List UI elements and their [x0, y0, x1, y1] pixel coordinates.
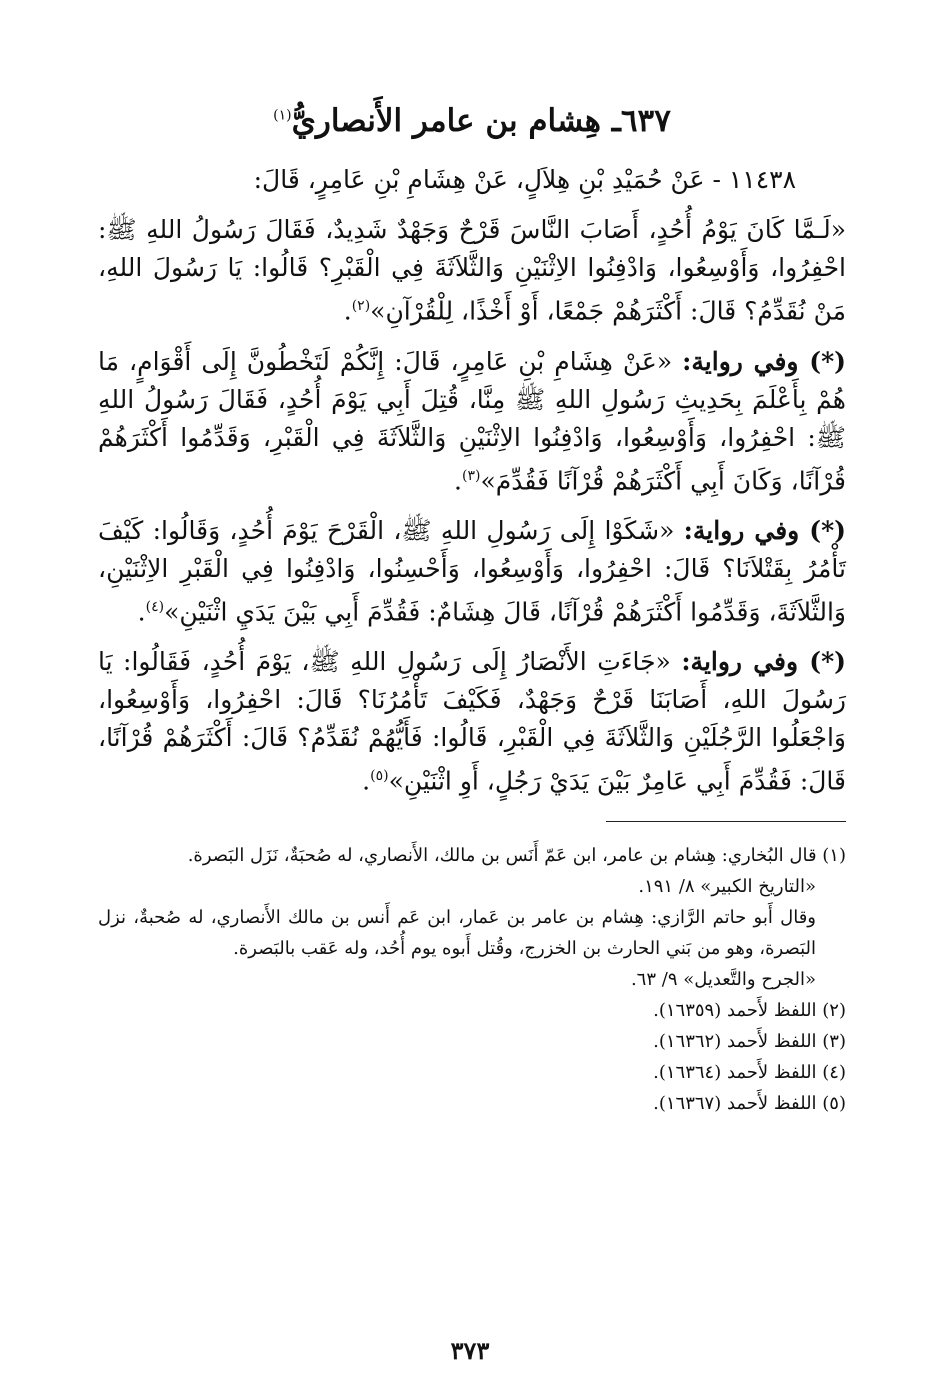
footnote-3: (٣) اللفظ لأَحمد (١٦٣٦٢).	[653, 1030, 846, 1052]
footnote-1: (١) قال البُخاري: هِشام بن عامر، ابن عَمّ أَنَس بن مالك، الأَنصاري، له صُحبَةٌ، نَزَل البَصرة.	[187, 844, 846, 866]
riwaya-2: (*) وفي رواية: «شَكَوْا إِلَى رَسُولِ اللهِ ﷺ، الْقَرْحَ يَوْمَ أُحُدٍ، وَقَالُوا: كَيْفَ تَأْمُرُ بِقَتْلاَنَا؟ قَالَ: احْفِرُوا، وَأَوْسِعُوا، وَأَحْسِنُوا، وَادْفِنُوا فِي الْقَبْرِ الاِثْنَيْنِ، وَالثَّلاَثَةَ، وَقَدِّمُوا أَكْثَرَهُمْ قُرْآنًا، قَالَ هِشَامٌ: فَقُدِّمَ أَبِي بَيْنَ يَدَيِ اثْنَيْنِ»$^{(٤)}$.	[98, 516, 846, 627]
chapter-title	[98, 100, 846, 143]
main-text	[98, 161, 846, 800]
footnote-4: (٤) اللفظ لأَحمد (١٦٣٦٤).	[653, 1061, 846, 1083]
riwaya-marker: (*) وفي رواية:	[681, 647, 846, 677]
footnote-1-source-2: «الجرح والتَّعديل» ٩/ ٦٣.	[630, 968, 816, 990]
riwaya-3: (*) وفي رواية: «جَاءَتِ الأَنْصَارُ إِلَى رَسُولِ اللهِ ﷺ، يَوْمَ أُحُدٍ، فَقَالُوا: يَا رَسُولَ اللهِ، أَصَابَنَا قَرْحٌ وَجَهْدٌ، فَكَيْفَ تَأْمُرُنَا؟ قَالَ: احْفِرُوا، وَأَوْسِعُوا، وَاجْعَلُوا الرَّجُلَيْنِ وَالثَّلاَثَةَ فِي الْقَبْرِ، قَالُوا: فَأَيُّهُمْ نُقَدِّمُ؟ قَالَ: أَكْثَرَهُمْ قُرْآنًا، قَالَ: فَقُدِّمَ أَبِي عَامِرٌ بَيْنَ يَدَيْ رَجُلٍ، أَوِ اثْنَيْنِ»$^{(٥)}$.	[98, 647, 846, 796]
footnote-ref-3: (٣)	[462, 467, 481, 484]
hadith-intro: ١١٤٣٨ - عَنْ حُمَيْدِ بْنِ هِلاَلٍ، عَنْ هِشَامِ بْنِ عَامِرٍ، قَالَ:	[253, 165, 796, 195]
riwaya-text: «عَنْ هِشَامِ بْنِ عَامِرٍ، قَالَ: إِنَّكُمْ لَتَخْطُونَّ إِلَى أَقْوَامٍ، مَا هُمْ بِأَعْلَمَ بِحَدِيثِ رَسُولِ اللهِ ﷺ مِنَّا، قُتِلَ أَبِي يَوْمَ أُحُدٍ، فَقَالَ رَسُولُ اللهِ ﷺ: احْفِرُوا، وَأَوْسِعُوا، وَادْفِنُوا الاِثْنَيْنِ وَالثَّلاَثَةَ فِي الْقَبْرِ، وَقَدِّمُوا أَكْثَرَهُمْ قُرْآنًا، وَكَانَ أَبِي أَكْثَرَهُمْ قُرْآنًا فَقُدِّمَ»	[98, 346, 846, 496]
page-number: ٣٧٣	[450, 1336, 490, 1365]
riwaya-text: «جَاءَتِ الأَنْصَارُ إِلَى رَسُولِ اللهِ ﷺ، يَوْمَ أُحُدٍ، فَقَالُوا: يَا رَسُولَ اللهِ، أَصَابَنَا قَرْحٌ وَجَهْدٌ، فَكَيْفَ تَأْمُرُنَا؟ قَالَ: احْفِرُوا، وَأَوْسِعُوا، وَاجْعَلُوا الرَّجُلَيْنِ وَالثَّلاَثَةَ فِي الْقَبْرِ، قَالُوا: فَأَيُّهُمْ نُقَدِّمُ؟ قَالَ: أَكْثَرَهُمْ قُرْآنًا، قَالَ: فَقُدِّمَ أَبِي عَامِرٌ بَيْنَ يَدَيْ رَجُلٍ، أَوِ اثْنَيْنِ»	[98, 647, 846, 796]
footnote-ref-4: (٤)	[145, 599, 165, 616]
hadith-end: .	[343, 296, 352, 326]
footnote-1-continuation: وقال أَبو حاتم الرَّازي: هِشام بن عامر بن عَمار، ابن عَم أَنس بن مالك الأَنصاري، له صُحبةٌ، نزل البَصرة، وهو من بَني الحارث بن الخزرج، وقُتل أَبوه يوم أُحُد، وله عَقب بالبَصرة.	[98, 906, 816, 959]
riwaya-1: (*) وفي رواية: «عَنْ هِشَامِ بْنِ عَامِرٍ، قَالَ: إِنَّكُمْ لَتَخْطُونَّ إِلَى أَقْوَامٍ، مَا هُمْ بِأَعْلَمَ بِحَدِيثِ رَسُولِ اللهِ ﷺ مِنَّا، قُتِلَ أَبِي يَوْمَ أُحُدٍ، فَقَالَ رَسُولُ اللهِ ﷺ: احْفِرُوا، وَأَوْسِعُوا، وَادْفِنُوا الاِثْنَيْنِ وَالثَّلاَثَةَ فِي الْقَبْرِ، وَقَدِّمُوا أَكْثَرَهُمْ قُرْآنًا، وَكَانَ أَبِي أَكْثَرَهُمْ قُرْآنًا فَقُدِّمَ»$^{(٣)}$.	[98, 346, 846, 496]
hadith-text	[98, 211, 846, 330]
chapter-title-text: ٦٣٧ـ هِشام بن عامر الأَنصاريُّ	[291, 103, 671, 139]
riwaya-text: «شَكَوْا إِلَى رَسُولِ اللهِ ﷺ، الْقَرْحَ يَوْمَ أُحُدٍ، وَقَالُوا: كَيْفَ تَأْمُرُ بِقَتْلاَنَا؟ قَالَ: احْفِرُوا، وَأَوْسِعُوا، وَأَحْسِنُوا، وَادْفِنُوا فِي الْقَبْرِ الاِثْنَيْنِ، وَالثَّلاَثَةَ، وَقَدِّمُوا أَكْثَرَهُمْ قُرْآنًا، قَالَ هِشَامٌ: فَقُدِّمَ أَبِي بَيْنَ يَدَيِ اثْنَيْنِ»	[98, 516, 846, 627]
book-page	[98, 100, 846, 1340]
footnotes	[98, 840, 846, 1119]
hadith-body: «لَـمَّا كَانَ يَوْمُ أُحُدٍ، أَصَابَ النَّاسَ قَرْحٌ وَجَهْدٌ شَدِيدٌ، فَقَالَ رَسُولُ اللهِ ﷺ: احْفِرُوا، وَأَوْسِعُوا، وَادْفِنُوا الاِثْنَيْنِ وَالثَّلاَثَةَ فِي الْقَبْرِ؟ قَالُوا: يَا رَسُولَ اللهِ، مَنْ نُقَدِّمُ؟ قَالَ: أَكْثَرَهُمْ جَمْعًا، أَوْ أَخْذًا، لِلْقُرْآنِ»	[98, 215, 846, 326]
footnote-2: (٢) اللفظ لأَحمد (١٦٣٥٩).	[653, 999, 846, 1021]
footnote-1-source: «التاريخ الكبير» ٨/ ١٩١.	[638, 875, 816, 897]
riwaya-marker: (*) وفي رواية:	[682, 346, 846, 376]
riwaya-marker: (*) وفي رواية:	[683, 516, 846, 546]
footnote-ref-5: (٥)	[370, 768, 389, 785]
footnote-ref-1: (١)	[273, 107, 292, 124]
footnote-5: (٥) اللفظ لأَحمد (١٦٣٦٧).	[653, 1092, 846, 1114]
footnote-divider	[606, 821, 846, 822]
footnote-ref-2: (٢)	[351, 298, 371, 315]
